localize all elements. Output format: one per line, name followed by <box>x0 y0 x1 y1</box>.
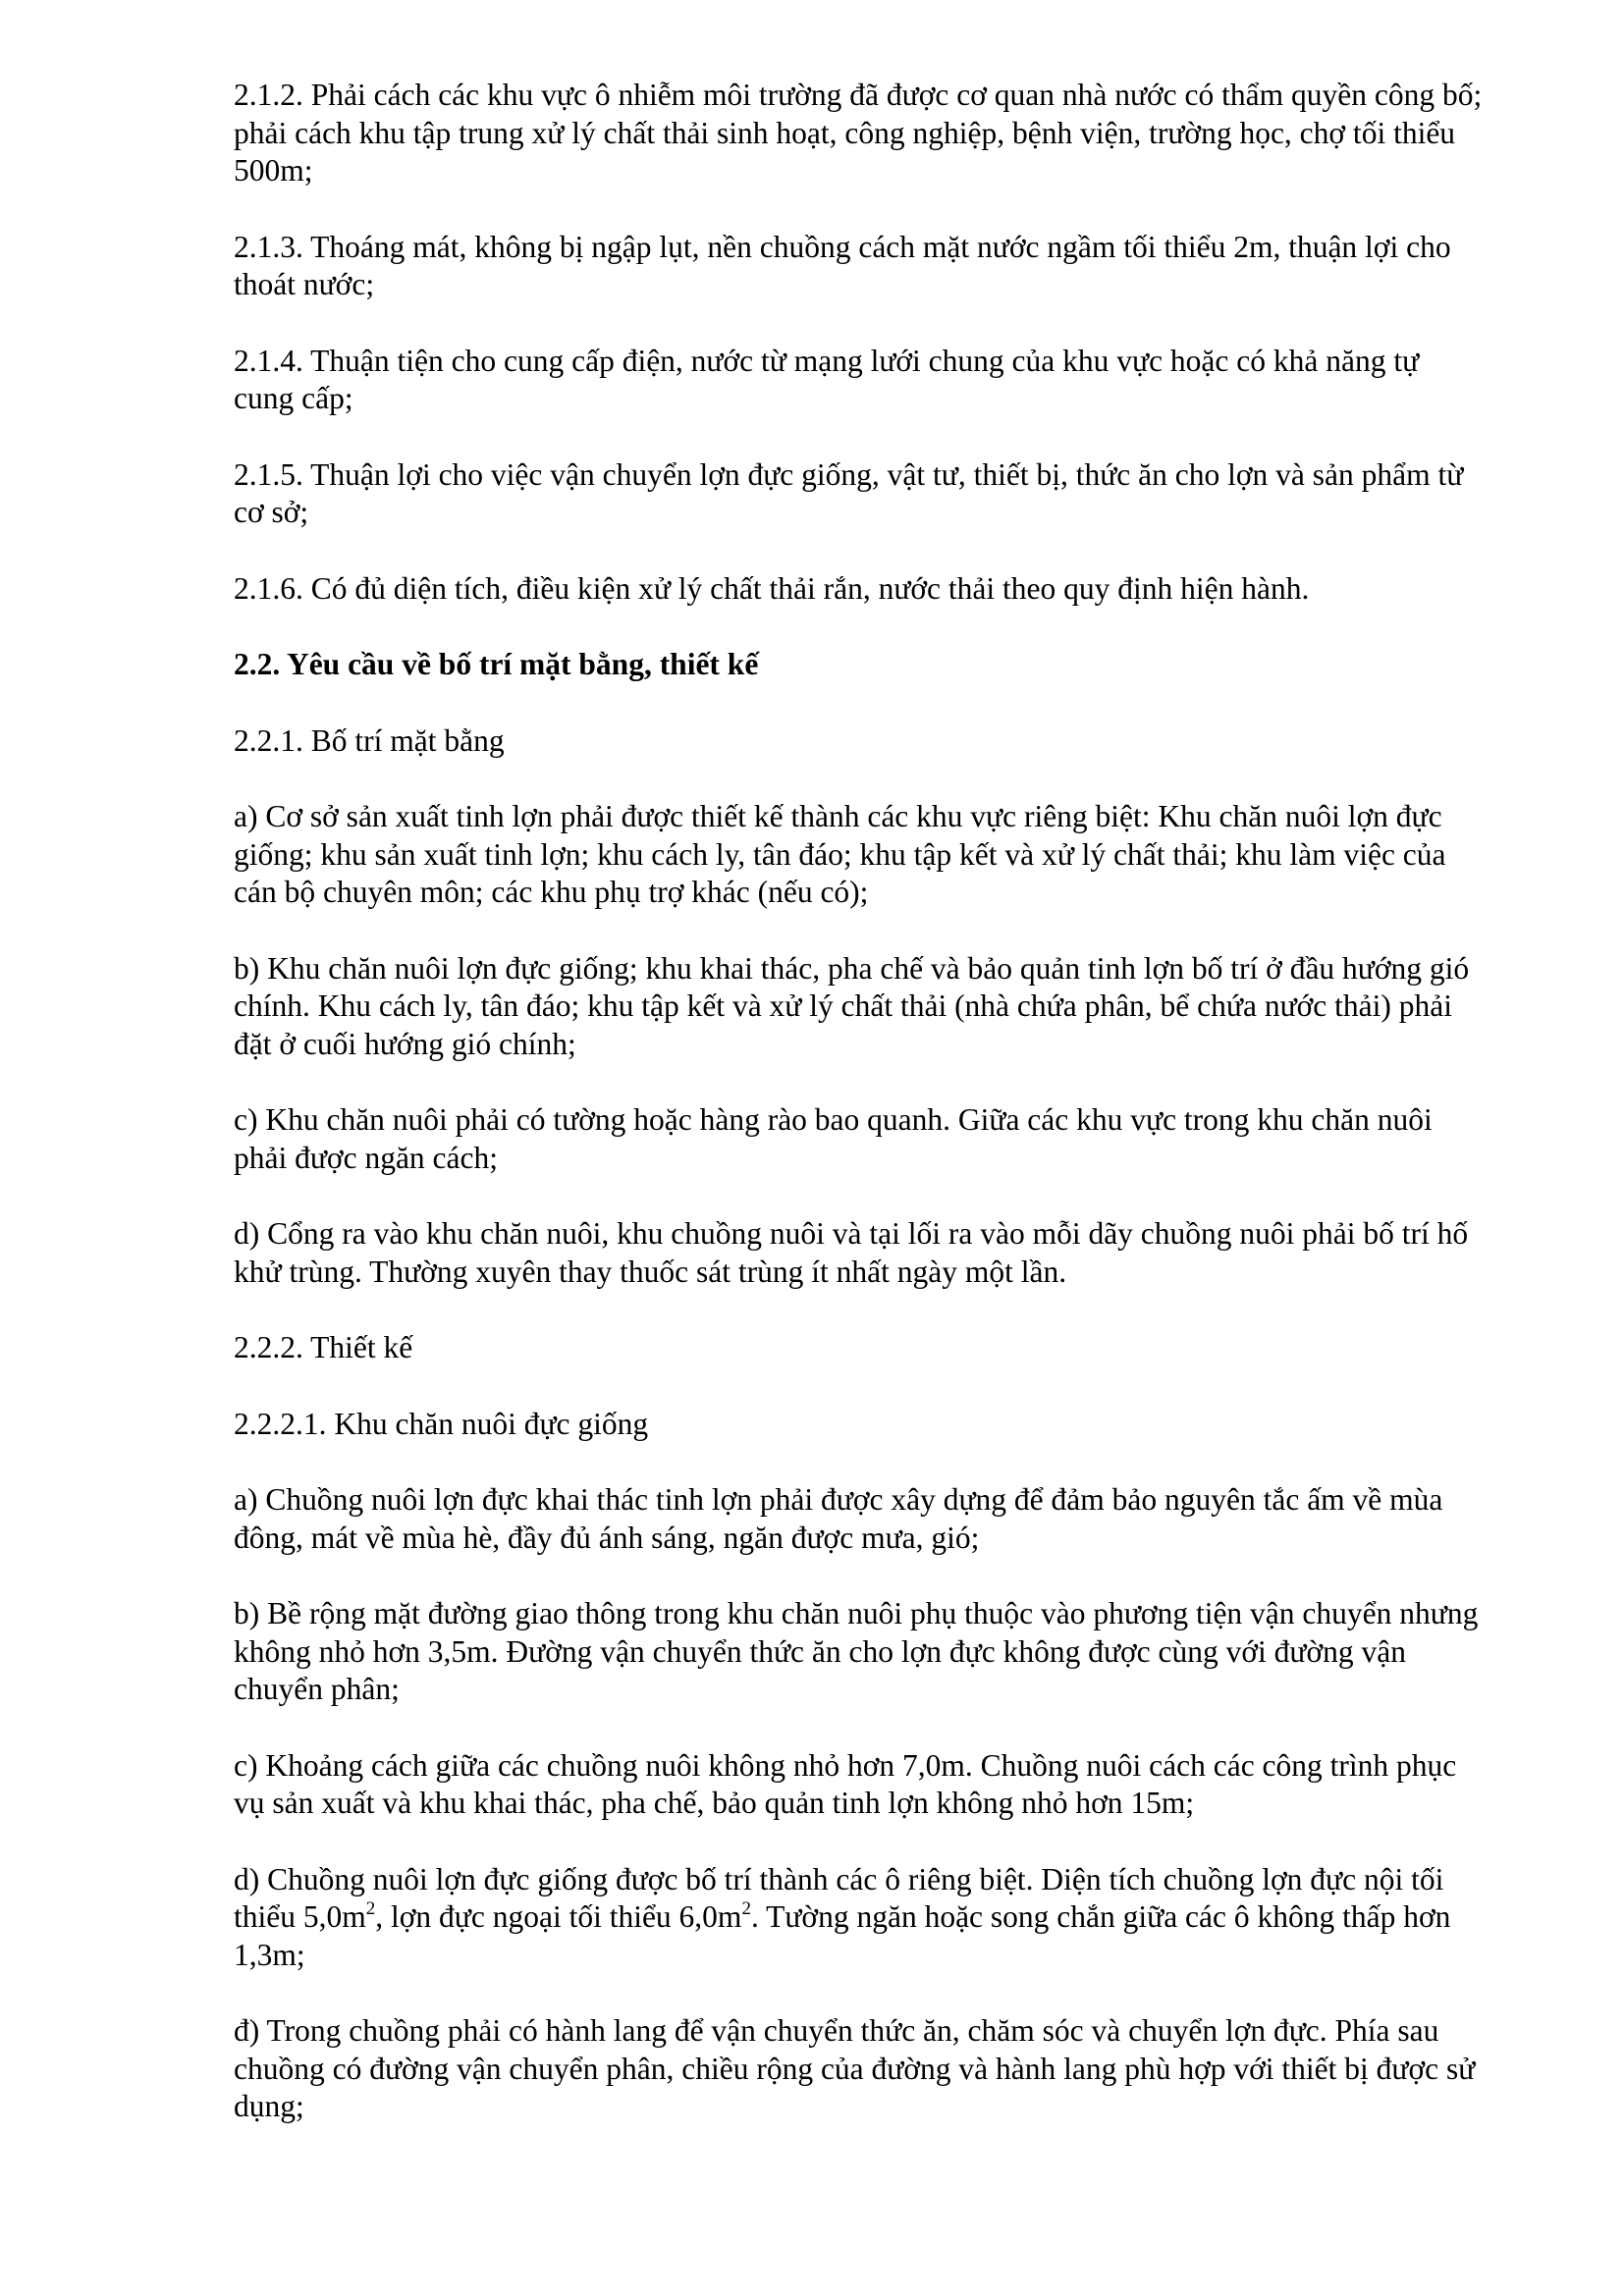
section-heading-2-2: 2.2. Yêu cầu về bố trí mặt bằng, thiết kế <box>234 647 759 681</box>
paragraph-2-2-1-c: c) Khu chăn nuôi phải có tường hoặc hàng rào bao quanh. Giữa các khu vực trong khu chăn nuôi phải được ngăn cách; <box>234 1102 1433 1175</box>
paragraph-2-2-2-1-dd: đ) Trong chuồng phải có hành lang để vận chuyển thức ăn, chăm sóc và chuyển lợn đực. Phía sau chuồng có đường vận chuyển phân, chiều rộng của đường và hành lang phù hợp với thiết bị được sử dụng; <box>234 2013 1476 2123</box>
paragraph-2-2-2-1-d <box>234 1861 1486 1975</box>
paragraph-2-1-5: 2.1.5. Thuận lợi cho việc vận chuyển lợn đực giống, vật tư, thiết bị, thức ăn cho lợn và sản phẩm từ cơ sở; <box>234 456 1464 529</box>
superscript-squared-1: 2 <box>365 1897 376 1919</box>
paragraph-2-2-1-d: d) Cổng ra vào khu chăn nuôi, khu chuồng nuôi và tại lối ra vào mỗi dãy chuồng nuôi phải bố trí hố khử trùng. Thường xuyên thay thuốc sát trùng ít nhất ngày một lần. <box>234 1216 1469 1289</box>
paragraph-2-1-3: 2.1.3. Thoáng mát, không bị ngập lụt, nền chuồng cách mặt nước ngầm tối thiểu 2m, thuận lợi cho thoát nước; <box>234 229 1451 301</box>
paragraph-2-2-1-b: b) Khu chăn nuôi lợn đực giống; khu khai thác, pha chế và bảo quản tinh lợn bố trí ở đầu hướng gió chính. Khu cách ly, tân đáo; khu tập kết và xử lý chất thải (nhà chứa phân, bể chứa nước thải) phải đặt ở cuối hướng gió chính; <box>234 950 1470 1061</box>
document-page <box>234 77 1486 2164</box>
paragraph-2-2-2-1-a: a) Chuồng nuôi lợn đực khai thác tinh lợn phải được xây dựng để đảm bảo nguyên tắc ấm về mùa đông, mát về mùa hè, đầy đủ ánh sáng, ngăn được mưa, gió; <box>234 1482 1443 1555</box>
subsection-2-2-2-1: 2.2.2.1. Khu chăn nuôi đực giống <box>234 1406 649 1441</box>
paragraph-d-text-3: . Tường ngăn hoặc song chắn giữa các ô không thấp hơn 1,3m; <box>234 1899 1451 1972</box>
paragraph-2-2-2-1-b: b) Bề rộng mặt đường giao thông trong khu chăn nuôi phụ thuộc vào phương tiện vận chuyển nhưng không nhỏ hơn 3,5m. Đường vận chuyển thức ăn cho lợn đực không được cùng với đường vận chuyển phân; <box>234 1596 1479 1706</box>
paragraph-d-text-1: d) Chuồng nuôi lợn đực giống được bố trí thành các ô riêng biệt. Diện tích chuồng lợn đực nội tối thiểu 5,0m <box>234 1861 1444 1934</box>
paragraph-2-2-2-1-c: c) Khoảng cách giữa các chuồng nuôi không nhỏ hơn 7,0m. Chuồng nuôi cách các công trình phục vụ sản xuất và khu khai thác, pha chế, bảo quản tinh lợn không nhỏ hơn 15m; <box>234 1747 1457 1820</box>
paragraph-d-text-2: , lợn đực ngoại tối thiểu 6,0m <box>375 1899 742 1934</box>
paragraph-2-1-4: 2.1.4. Thuận tiện cho cung cấp điện, nước từ mạng lưới chung của khu vực hoặc có khả năng tự cung cấp; <box>234 343 1420 415</box>
paragraph-2-1-2: 2.1.2. Phải cách các khu vực ô nhiễm môi trường đã được cơ quan nhà nước có thẩm quyền công bố; phải cách khu tập trung xử lý chất thải sinh hoạt, công nghiệp, bệnh viện, trường học, chợ tối thiểu 500m; <box>234 78 1483 187</box>
superscript-squared-2: 2 <box>741 1897 751 1919</box>
paragraph-2-1-6: 2.1.6. Có đủ diện tích, điều kiện xử lý chất thải rắn, nước thải theo quy định hiện hành. <box>234 570 1310 606</box>
subsection-2-2-1: 2.2.1. Bố trí mặt bằng <box>234 722 505 758</box>
subsection-2-2-2: 2.2.2. Thiết kế <box>234 1330 413 1364</box>
paragraph-2-2-1-a: a) Cơ sở sản xuất tinh lợn phải được thiết kế thành các khu vực riêng biệt: Khu chăn nuôi lợn đực giống; khu sản xuất tinh lợn; khu cách ly, tân đáo; khu tập kết và xử lý chất thải; khu làm việc của cán bộ chuyên môn; các khu phụ trợ khác (nếu có); <box>234 799 1446 909</box>
